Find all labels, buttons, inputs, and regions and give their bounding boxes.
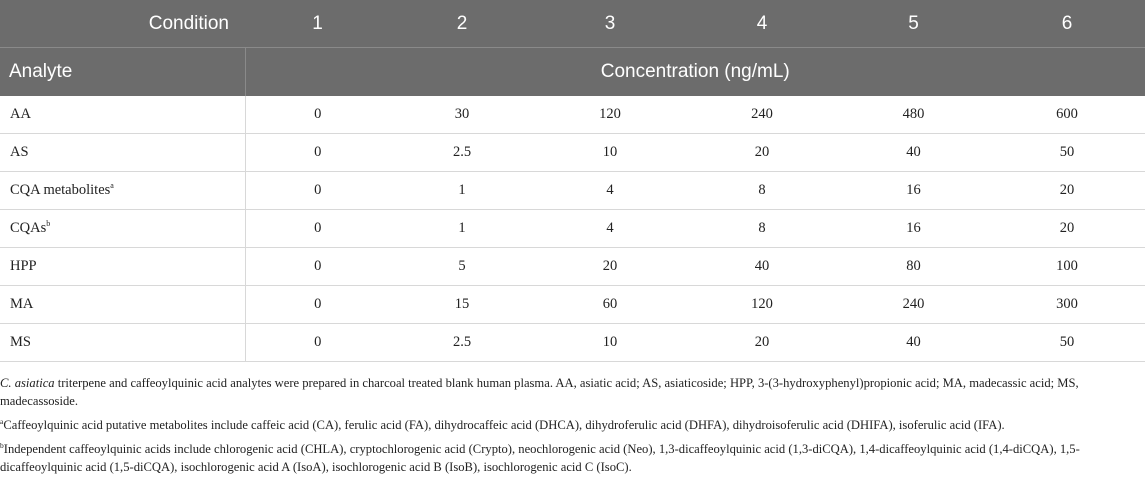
footnote-marker: b (46, 219, 51, 229)
table-row (0, 172, 1145, 210)
table-row (0, 286, 1145, 324)
analyte-name: CQA metabolites (10, 182, 111, 198)
concentration-cell: 80 (838, 248, 989, 286)
concentration-cell: 600 (989, 96, 1145, 134)
concentration-cell: 0 (245, 210, 390, 248)
footnote-a (0, 416, 1145, 434)
concentration-cell: 120 (534, 96, 686, 134)
analyte-name: AS (10, 144, 29, 160)
concentration-cell: 4 (534, 210, 686, 248)
concentration-cell: 5 (390, 248, 534, 286)
concentration-cell: 2.5 (390, 324, 534, 362)
concentration-cell: 50 (989, 324, 1145, 362)
concentration-cell: 100 (989, 248, 1145, 286)
concentration-cell: 40 (838, 134, 989, 172)
concentration-cell: 20 (989, 172, 1145, 210)
concentration-cell: 480 (838, 96, 989, 134)
analyte-name: MA (10, 296, 34, 312)
concentration-cell: 0 (245, 172, 390, 210)
table-row (0, 210, 1145, 248)
concentration-cell: 0 (245, 324, 390, 362)
footnote-b-text: Independent caffeoylquinic acids include chlorogenic acid (CHLA), cryptochlorogenic acid (Crypto), neochlorogenic acid (Neo), 1,3-dicaffeoylquinic acid (1,3-diCQA), 1,4-dicaffeoylquinic acid (1,4-diCQA), 1,5-dicaffeoylquinic acid (1,5-diCQA), isochlorogenic acid A (IsoA), isochlorogenic acid B (IsoB), isochlorogenic acid C (IsoC). (0, 442, 1080, 474)
concentration-cell: 16 (838, 210, 989, 248)
table-row (0, 248, 1145, 286)
footnote-b (0, 440, 1145, 476)
concentration-cell: 40 (838, 324, 989, 362)
analyte-cell (0, 324, 245, 362)
concentration-cell: 16 (838, 172, 989, 210)
concentration-cell: 0 (245, 96, 390, 134)
concentration-cell: 300 (989, 286, 1145, 324)
footnote-main-text: triterpene and caffeoylquinic acid analytes were prepared in charcoal treated blank human plasma. AA, asiatic acid; AS, asiaticoside; HPP, 3-(3-hydroxyphenyl)propionic acid; MA, madecassic acid; MS, madecassoside. (0, 376, 1079, 408)
concentration-cell: 20 (989, 210, 1145, 248)
concentration-cell: 15 (390, 286, 534, 324)
concentration-cell: 60 (534, 286, 686, 324)
concentration-cell: 1 (390, 210, 534, 248)
analyte-header-row (0, 48, 1145, 97)
concentration-cell: 50 (989, 134, 1145, 172)
analyte-name: MS (10, 334, 31, 350)
footnote-a-mark: a (0, 416, 4, 426)
condition-label: Condition (0, 0, 245, 48)
condition-2: 2 (390, 0, 534, 48)
footnote-a-text: Caffeoylquinic acid putative metabolites include caffeic acid (CA), ferulic acid (FA), dihydrocaffeic acid (DHCA), dihydroferulic acid (DHFA), dihydroisoferulic acid (DHIFA), isoferulic acid (IFA). (3, 418, 1005, 432)
table-footnotes (0, 362, 1145, 476)
condition-header-row (0, 0, 1145, 48)
concentration-label: Concentration (ng/mL) (245, 48, 1145, 97)
footnote-main-italic: C. asiatica (0, 376, 55, 390)
analyte-label: Analyte (0, 48, 245, 97)
analyte-cell (0, 248, 245, 286)
analyte-cell (0, 210, 245, 248)
analyte-name: HPP (10, 258, 37, 274)
concentration-cell: 20 (686, 324, 838, 362)
analyte-cell (0, 172, 245, 210)
condition-3: 3 (534, 0, 686, 48)
concentration-cell: 40 (686, 248, 838, 286)
condition-6: 6 (989, 0, 1145, 48)
concentration-cell: 30 (390, 96, 534, 134)
concentration-cell: 10 (534, 134, 686, 172)
analyte-cell (0, 134, 245, 172)
condition-1: 1 (245, 0, 390, 48)
footnote-b-mark: b (0, 440, 4, 450)
condition-5: 5 (838, 0, 989, 48)
table-row (0, 96, 1145, 134)
condition-4: 4 (686, 0, 838, 48)
analyte-name: AA (10, 106, 31, 122)
concentration-cell: 240 (838, 286, 989, 324)
analyte-cell (0, 286, 245, 324)
table-header (0, 0, 1145, 96)
footnote-marker: a (110, 181, 114, 191)
concentration-cell: 2.5 (390, 134, 534, 172)
concentration-cell: 8 (686, 210, 838, 248)
concentration-cell: 0 (245, 248, 390, 286)
concentration-cell: 10 (534, 324, 686, 362)
concentration-cell: 0 (245, 134, 390, 172)
table-row (0, 134, 1145, 172)
concentration-cell: 120 (686, 286, 838, 324)
table-body (0, 96, 1145, 362)
concentration-cell: 0 (245, 286, 390, 324)
footnote-main (0, 374, 1145, 410)
analyte-cell (0, 96, 245, 134)
concentration-cell: 1 (390, 172, 534, 210)
concentration-cell: 20 (534, 248, 686, 286)
concentration-cell: 240 (686, 96, 838, 134)
table-row (0, 324, 1145, 362)
analyte-name: CQAs (10, 220, 47, 236)
concentration-cell: 20 (686, 134, 838, 172)
concentration-cell: 8 (686, 172, 838, 210)
concentration-cell: 4 (534, 172, 686, 210)
